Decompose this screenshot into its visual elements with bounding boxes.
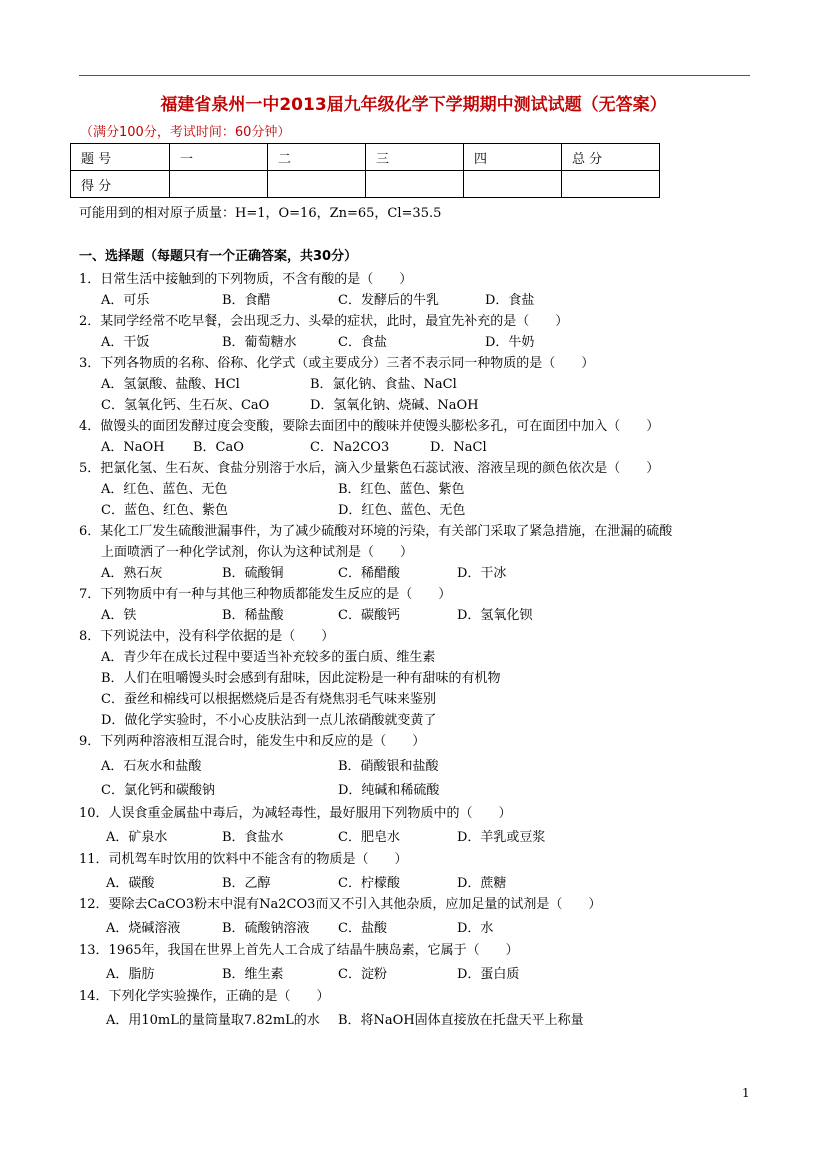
question-stem: 1．日常生活中接触到的下列物质，不含有酸的是（ ） bbox=[79, 272, 413, 287]
option-d: D．牛奶 bbox=[485, 335, 535, 350]
score-cell[interactable] bbox=[170, 171, 268, 198]
option-d: D．水 bbox=[457, 921, 494, 936]
option-d: D．干冰 bbox=[457, 566, 507, 581]
option-a: A．NaOH bbox=[101, 440, 165, 455]
table-cell: 三 bbox=[366, 144, 464, 171]
question-stem: 6．某化工厂发生硫酸泄漏事件，为了减少硫酸对环境的污染，有关部门采取了紧急措施，在泄漏的硫酸 bbox=[79, 524, 673, 539]
option-a: A．铁 bbox=[101, 608, 137, 623]
question-stem: 9．下列两种溶液相互混合时，能发生中和反应的是（ ） bbox=[79, 734, 426, 749]
option-a: A．矿泉水 bbox=[106, 830, 168, 845]
option-b: B．硫酸铜 bbox=[222, 566, 284, 581]
question-stem: 5．把氯化氢、生石灰、食盐分别溶于水后，滴入少量紫色石蕊试液、溶液呈现的颜色依次是（ ） bbox=[79, 461, 660, 476]
option-c: C．淀粉 bbox=[338, 967, 387, 982]
option-c: C．盐酸 bbox=[338, 921, 387, 936]
option-b: B．将NaOH固体直接放在托盘天平上称量 bbox=[338, 1013, 584, 1028]
question-stem: 12．要除去CaCO3粉末中混有Na2CO3而又不引入其他杂质，应加足量的试剂是（ ） bbox=[79, 897, 602, 912]
option-b: B．稀盐酸 bbox=[222, 608, 284, 623]
option-a: A．熟石灰 bbox=[101, 566, 163, 581]
score-cell[interactable] bbox=[464, 171, 562, 198]
option-a: A．氢氯酸、盐酸、HCl bbox=[101, 377, 240, 392]
question-stem-continued: 上面喷洒了一种化学试剂，你认为这种试剂是（ ） bbox=[101, 545, 414, 560]
option-b: B．乙醇 bbox=[222, 876, 271, 891]
option-d: D．蔗糖 bbox=[457, 876, 507, 891]
option-d: D．做化学实验时，不小心皮肤沾到一点儿浓硝酸就变黄了 bbox=[101, 713, 437, 728]
table-cell: 四 bbox=[464, 144, 562, 171]
score-table-score-row bbox=[71, 171, 660, 198]
score-table-header-row bbox=[71, 144, 660, 171]
table-cell: 二 bbox=[268, 144, 366, 171]
question-stem: 4．做馒头的面团发酵过度会变酸，要除去面团中的酸味并使馒头膨松多孔，可在面团中加入（ ） bbox=[79, 419, 660, 434]
table-cell: 题 号 bbox=[71, 144, 170, 171]
option-b: B．氯化钠、食盐、NaCl bbox=[310, 377, 457, 392]
option-a: A．干饭 bbox=[101, 335, 150, 350]
option-a: A．红色、蓝色、无色 bbox=[101, 482, 228, 497]
option-b: B．人们在咀嚼馒头时会感到有甜味，因此淀粉是一种有甜味的有机物 bbox=[101, 671, 501, 686]
page-number: 1 bbox=[742, 1086, 750, 1100]
option-b: B．红色、蓝色、紫色 bbox=[338, 482, 465, 497]
option-a: A．脂肪 bbox=[106, 967, 155, 982]
score-cell[interactable] bbox=[366, 171, 464, 198]
option-d: D．氢氧化钠、烧碱、NaOH bbox=[310, 398, 479, 413]
option-d: D．羊乳或豆浆 bbox=[457, 830, 546, 845]
option-d: D．食盐 bbox=[485, 293, 535, 308]
atomic-masses-note: 可能用到的相对原子质量：H=1，O=16，Zn=65，Cl=35.5 bbox=[79, 206, 442, 221]
option-d: D．氢氧化钡 bbox=[457, 608, 533, 623]
option-c: C．蓝色、红色、紫色 bbox=[101, 503, 228, 518]
option-b: B．葡萄糖水 bbox=[222, 335, 297, 350]
option-c: C．氯化钙和碳酸钠 bbox=[101, 783, 215, 798]
option-d: D．纯碱和稀硫酸 bbox=[338, 783, 440, 798]
question-stem: 14．下列化学实验操作，正确的是（ ） bbox=[79, 989, 330, 1004]
score-cell[interactable] bbox=[562, 171, 660, 198]
score-table bbox=[70, 143, 660, 198]
exam-info: （满分100分，考试时间：60分钟） bbox=[80, 125, 291, 140]
option-c: C．蚕丝和棉线可以根据燃烧后是否有烧焦羽毛气味来鉴别 bbox=[101, 692, 436, 707]
question-stem: 7．下列物质中有一种与其他三种物质都能发生反应的是（ ） bbox=[79, 587, 452, 602]
table-cell: 得 分 bbox=[71, 171, 170, 198]
option-a: A．碳酸 bbox=[106, 876, 155, 891]
option-c: C．Na2CO3 bbox=[310, 440, 390, 455]
option-d: D．NaCl bbox=[430, 440, 487, 455]
option-c: C．碳酸钙 bbox=[338, 608, 400, 623]
option-b: B．食醋 bbox=[222, 293, 271, 308]
score-cell[interactable] bbox=[268, 171, 366, 198]
option-c: C．稀醋酸 bbox=[338, 566, 400, 581]
option-c: C．氢氧化钙、生石灰、CaO bbox=[101, 398, 270, 413]
option-a: A．烧碱溶液 bbox=[106, 921, 181, 936]
option-b: B．食盐水 bbox=[222, 830, 284, 845]
option-d: D．红色、蓝色、无色 bbox=[338, 503, 466, 518]
question-stem: 13．1965年，我国在世界上首先人工合成了结晶牛胰岛素，它属于（ ） bbox=[79, 943, 519, 958]
question-stem: 10．人误食重金属盐中毒后，为减轻毒性，最好服用下列物质中的（ ） bbox=[79, 806, 512, 821]
question-stem: 8．下列说法中，没有科学依据的是（ ） bbox=[79, 629, 335, 644]
header-rule bbox=[79, 75, 750, 76]
document-title: 福建省泉州一中2013届九年级化学下学期期中测试试题（无答案） bbox=[160, 95, 667, 115]
question-stem: 3．下列各物质的名称、俗称、化学式（或主要成分）三者不表示同一种物质的是（ ） bbox=[79, 356, 595, 371]
option-a: A．用10mL的量筒量取7.82mL的水 bbox=[106, 1013, 320, 1028]
option-a: A．青少年在成长过程中要适当补充较多的蛋白质、维生素 bbox=[101, 650, 436, 665]
question-stem: 11．司机驾车时饮用的饮料中不能含有的物质是（ ） bbox=[79, 852, 408, 867]
option-b: B．维生素 bbox=[222, 967, 284, 982]
option-b: B．CaO bbox=[193, 440, 244, 455]
option-c: C．食盐 bbox=[338, 335, 387, 350]
option-a: A．石灰水和盐酸 bbox=[101, 759, 202, 774]
option-d: D．蛋白质 bbox=[457, 967, 520, 982]
table-cell: 总 分 bbox=[562, 144, 660, 171]
option-c: C．肥皂水 bbox=[338, 830, 400, 845]
section-title: 一、选择题（每题只有一个正确答案，共30分） bbox=[79, 249, 358, 264]
option-a: A．可乐 bbox=[101, 293, 150, 308]
option-b: B．硝酸银和盐酸 bbox=[338, 759, 439, 774]
option-c: C．柠檬酸 bbox=[338, 876, 400, 891]
option-b: B．硫酸钠溶液 bbox=[222, 921, 310, 936]
table-cell: 一 bbox=[170, 144, 268, 171]
question-stem: 2．某同学经常不吃早餐，会出现乏力、头晕的症状，此时，最宜先补充的是（ ） bbox=[79, 314, 569, 329]
option-c: C．发酵后的牛乳 bbox=[338, 293, 439, 308]
